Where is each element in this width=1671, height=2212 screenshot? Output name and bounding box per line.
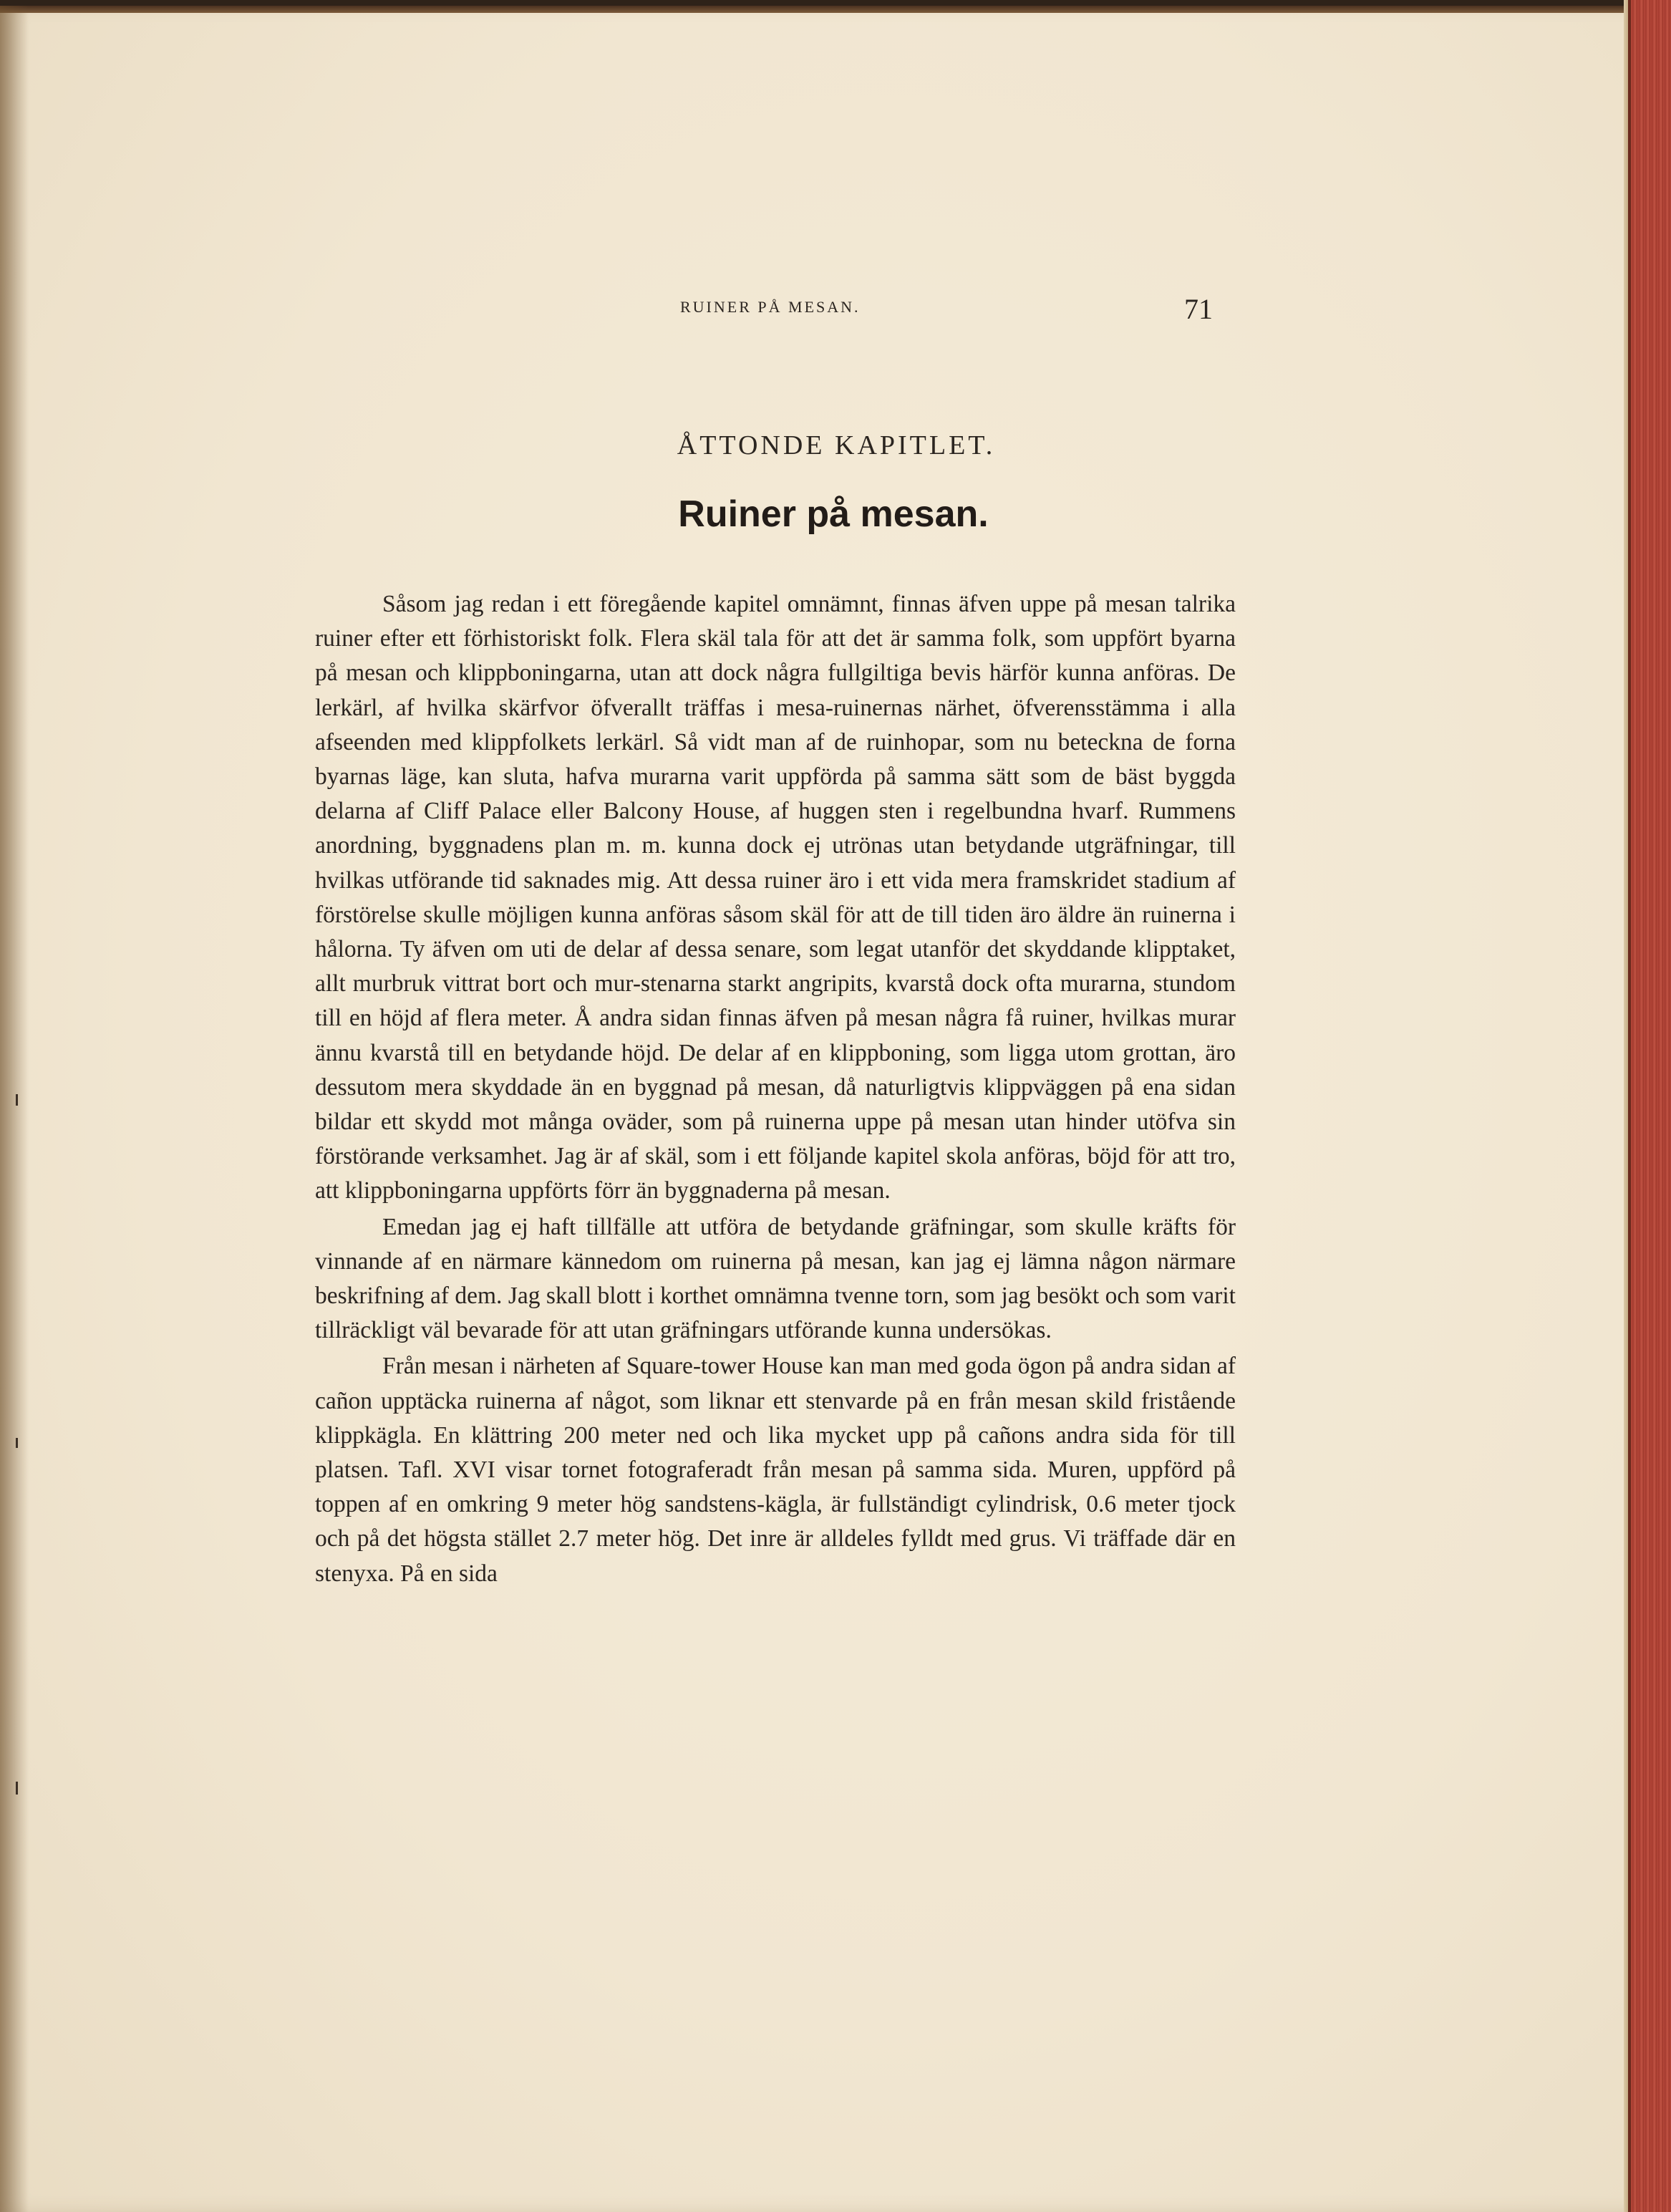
page-number: 71 (1184, 293, 1213, 325)
margin-mark (16, 1438, 18, 1448)
paragraph-3: Från mesan i närheten af Square-tower House kan man med goda ögon på andra sidan af cañon upptäcka ruinerna af något, som liknar ett stenvarde på en från mesan skild fristående klippkägla. En klättring 200 meter ned och lika mycket upp på cañons andra sida för till platsen. Tafl. XVI visar tornet fotograferadt från mesan på samma sida. Muren, uppförd på toppen af en omkring 9 meter hög sandstens-kägla, är fullständigt cylindrisk, 0.6 meter tjock och på det högsta stället 2.7 meter hög. Det inre är alldeles fylldt med grus. Vi träffade där en stenyxa. På en sida (315, 1353, 1236, 1587)
book-cover-edge (1628, 0, 1671, 2212)
chapter-label (0, 430, 1631, 461)
margin-mark (16, 1782, 18, 1795)
gutter-shadow (0, 6, 29, 2212)
paragraph-2: Emedan jag ej haft tillfälle att utföra de betydande gräfningar, som skulle kräfts för vinnande af en närmare kännedom om ruinerna på mesan, kan jag ej lämna någon närmare beskrifning af dem. Jag skall blott i korthet omnämna tvenne torn, som jag besökt och som varit tillräckligt väl bevarade för att utan gräfningars utförande kunna undersökas. (315, 1213, 1236, 1344)
chapter-title-text: Ruiner på mesan. (678, 493, 989, 535)
chapter-title (0, 493, 1631, 536)
body-text (315, 587, 1236, 1591)
book-page (0, 6, 1631, 2212)
running-head: RUINER PÅ MESAN. (680, 298, 861, 316)
margin-mark (16, 1094, 18, 1106)
top-edge (0, 6, 1631, 13)
paragraph-1: Såsom jag redan i ett föregående kapitel omnämnt, finnas äfven uppe på mesan talrika ruiner efter ett förhistoriskt folk. Flera skäl tala för att det är samma folk, som uppfört byarna på mesan och klippboningarna, utan att dock några fullgiltiga bevis härför kunna anföras. De lerkärl, af hvilka skärfvor öfverallt träffas i mesa-ruinernas närhet, öfverensstämma i alla afseenden med klippfolkets lerkärl. Så vidt man af de ruinhopar, som nu beteckna de forna byarnas läge, kan sluta, hafva murarna varit uppförda på samma sätt som de bäst byggda delarna af Cliff Palace eller Balcony House, af huggen sten i regelbundna hvarf. Rummens anordning, byggnadens plan m. m. kunna dock ej utrönas utan betydande utgräfningar, till hvilkas utförande tid saknades mig. Att dessa ruiner äro i ett vida mera framskridet stadium af förstörelse skulle möjligen kunna anföras såsom skäl för att de till tiden äro äldre än ruinerna i hålorna. Ty äfven om uti de delar af dessa senare, som legat utanför det skyddande klipptaket, allt murbruk vittrat bort och mur-stenarna starkt angripits, kvarstå dock ofta murarna, stundom till en höjd af flera meter. Å andra sidan finnas äfven på mesan några få ruiner, hvilkas murar ännu kvarstå till en betydande höjd. De delar af en klippboning, som ligga utom grottan, äro dessutom mera skyddade än en byggnad på mesan, då naturligtvis klippväggen på ena sidan bildar ett skydd mot många oväder, som på ruinerna uppe på mesan utan hinder utöfva sin förstörande verksamhet. Jag är af skäl, som i ett följande kapitel skola anföras, böjd för att tro, att klippboningarna uppförts förr än byggnaderna på mesan. (315, 591, 1236, 1204)
chapter-label-text: ÅTTONDE KAPITLET. (677, 430, 996, 460)
